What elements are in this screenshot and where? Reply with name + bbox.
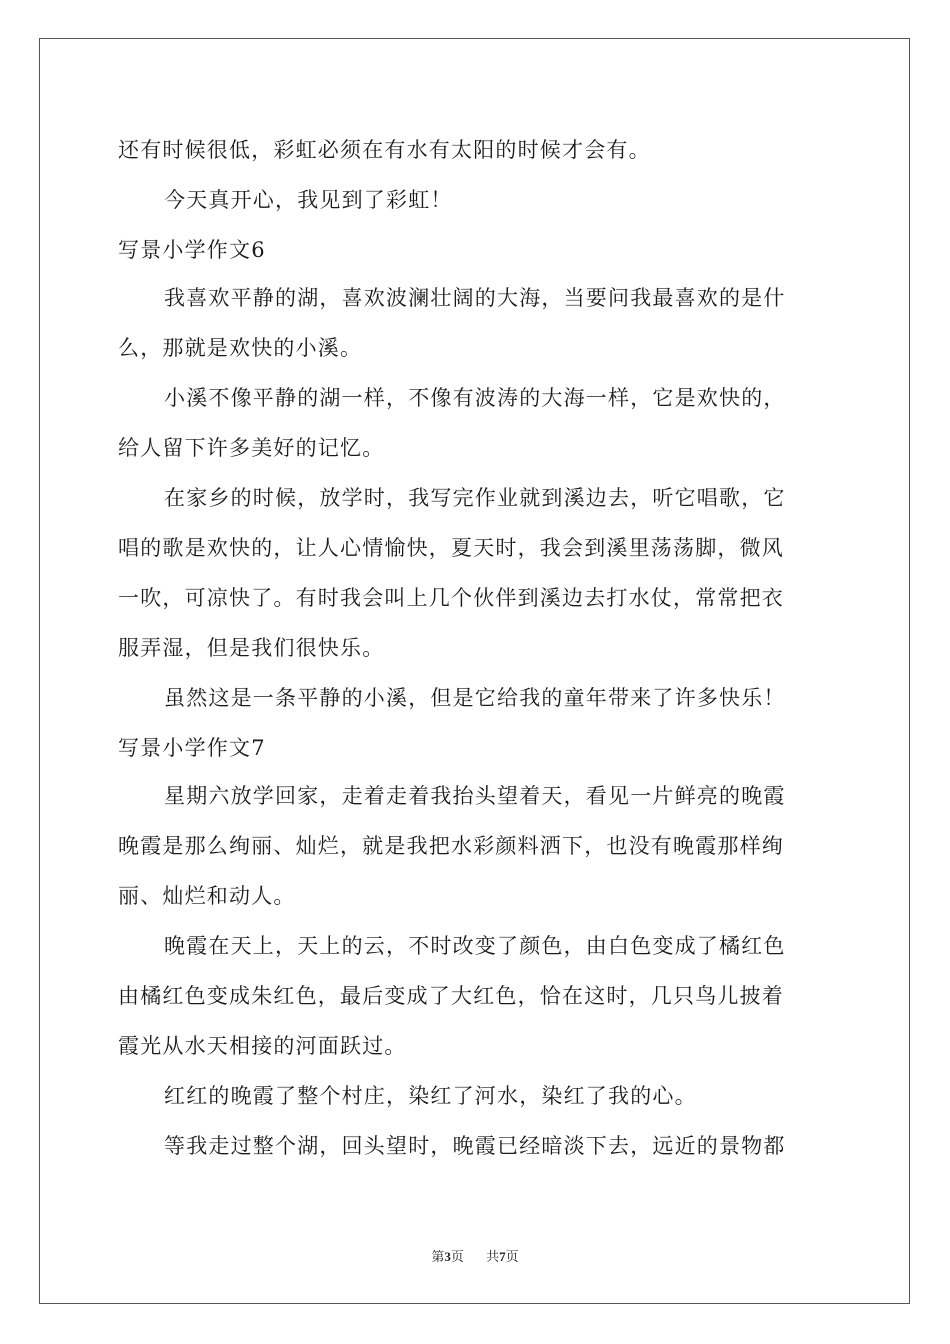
text-line: 丽、灿烂和动人。 bbox=[118, 884, 296, 908]
text-line: 由橘红色变成朱红色，最后变成了大红色，恰在这时，几只鸟儿披着 bbox=[118, 984, 784, 1008]
text-line: 还有时候很低，彩虹必须在有水有太阳的时候才会有。 bbox=[118, 138, 651, 162]
total-page-number: 7 bbox=[499, 1249, 506, 1264]
text-line: 今天真开心，我见到了彩虹！ bbox=[164, 188, 453, 212]
total-pages-indicator: 共7页 bbox=[486, 1249, 519, 1265]
section-heading: 写景小学作文6 bbox=[118, 238, 266, 262]
text-line: 虽然这是一条平静的小溪，但是它给我的童年带来了许多快乐！ bbox=[164, 686, 786, 710]
text-line: 服弄湿，但是我们很快乐。 bbox=[118, 636, 385, 660]
text-line: 小溪不像平静的湖一样，不像有波涛的大海一样，它是欢快的， bbox=[164, 386, 786, 410]
text-line: 等我走过整个湖，回头望时，晚霞已经暗淡下去，远近的景物都 bbox=[164, 1134, 786, 1158]
text-line: 红红的晚霞了整个村庄，染红了河水，染红了我的心。 bbox=[164, 1084, 697, 1108]
text-line: 我喜欢平静的湖，喜欢波澜壮阔的大海，当要问我最喜欢的是什 bbox=[164, 286, 786, 310]
current-page-number: 3 bbox=[444, 1249, 451, 1264]
section-heading: 写景小学作文7 bbox=[118, 736, 266, 760]
text-line: 么，那就是欢快的小溪。 bbox=[118, 336, 363, 360]
document-body bbox=[118, 128, 838, 1174]
text-line: 晚霞在天上，天上的云，不时改变了颜色，由白色变成了橘红色 bbox=[164, 934, 786, 958]
text-line: 霞光从水天相接的河面跃过。 bbox=[118, 1034, 407, 1058]
text-line: 给人留下许多美好的记忆。 bbox=[118, 436, 385, 460]
text-line: 星期六放学回家，走着走着我抬头望着天，看见一片鲜亮的晚霞 bbox=[164, 784, 786, 808]
text-line: 一吹，可凉快了。有时我会叫上几个伙伴到溪边去打水仗，常常把衣 bbox=[118, 586, 784, 610]
page-indicator: 第3页 bbox=[431, 1249, 464, 1265]
text-line: 唱的歌是欢快的，让人心情愉快，夏天时，我会到溪里荡荡脚，微风 bbox=[118, 536, 784, 560]
text-line: 在家乡的时候，放学时，我写完作业就到溪边去，听它唱歌，它 bbox=[164, 486, 786, 510]
page-footer bbox=[0, 1246, 950, 1265]
text-line: 晚霞是那么绚丽、灿烂，就是我把水彩颜料洒下，也没有晚霞那样绚 bbox=[118, 834, 784, 858]
